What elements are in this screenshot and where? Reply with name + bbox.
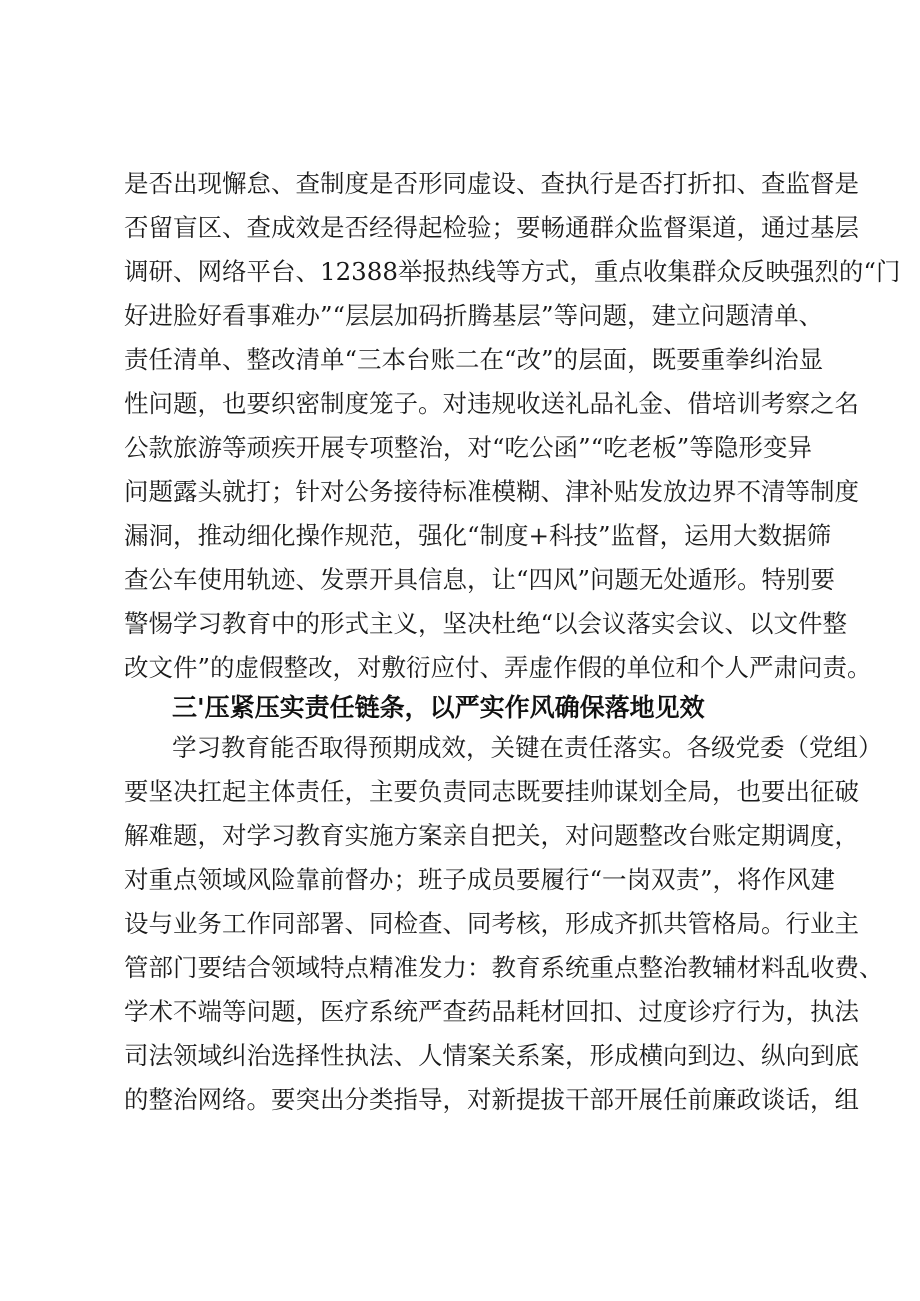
- text-line: 对重点领域风险靠前督办；班子成员要履行“一岗双责”，将作风建: [124, 865, 836, 894]
- text-line: 警惕学习教育中的形式主义，坚决杜绝“以会议落实会议、以文件整: [124, 609, 848, 638]
- text-line: 查公车使用轨迹、发票开具信息，让“四风”问题无处遁形。特别要: [124, 565, 836, 594]
- text-line: 学习教育能否取得预期成效，关键在责任落实。各级党委（党组）: [172, 733, 883, 762]
- text-line: 司法领域纠治选择性执法、人情案关系案，形成横向到边、纵向到底: [124, 1041, 859, 1070]
- text-line: 学术不端等问题，医疗系统严查药品耗材回扣、过度诊疗行为，执法: [124, 997, 859, 1026]
- text-line: 公款旅游等顽疾开展专项整治，对“吃公函”“吃老板”等隐形变异: [124, 433, 812, 462]
- text-line: 改文件”的虚假整改，对敷衍应付、弄虚作假的单位和个人严肃问责。: [124, 653, 872, 682]
- text-line: 漏洞，推动细化操作规范，强化“制度+科技”监督，运用大数据筛: [124, 521, 832, 550]
- text-line: 设与业务工作同部署、同检查、同考核，形成齐抓共管格局。行业主: [124, 909, 859, 938]
- text-line: 解难题，对学习教育实施方案亲自把关，对问题整改台账定期调度，: [124, 821, 859, 850]
- text-line: 性问题，也要织密制度笼子。对违规收送礼品礼金、借培训考察之名: [124, 389, 859, 418]
- text-line: 问题露头就打；针对公务接待标准模糊、津补贴发放边界不清等制度: [124, 477, 859, 506]
- text-line: 要坚决扛起主体责任，主要负责同志既要挂帅谋划全局，也要出征破: [124, 777, 859, 806]
- text-line: 责任清单、整改清单“三本台账二在“改”的层面，既要重拳纠治显: [124, 345, 824, 374]
- section-heading: 三'压紧压实责任链条，以严实作风确保落地见效: [172, 693, 705, 722]
- text-line: 是否出现懈怠、查制度是否形同虚设、查执行是否打折扣、查监督是: [124, 169, 859, 198]
- text-line: 的整治网络。要突出分类指导，对新提拔干部开展任前廉政谈话，组: [124, 1085, 859, 1114]
- text-line: 管部门要结合领域特点精准发力：教育系统重点整治教辅材料乱收费、: [124, 953, 884, 982]
- text-line: 否留盲区、查成效是否经得起检验；要畅通群众监督渠道，通过基层: [124, 213, 859, 242]
- text-line: 调研、网络平台、12388举报热线等方式，重点收集群众反映强烈的“门: [124, 257, 901, 286]
- text-line: 好进脸好看事难办”“层层加码折腾基层”等问题，建立问题清单、: [124, 301, 824, 330]
